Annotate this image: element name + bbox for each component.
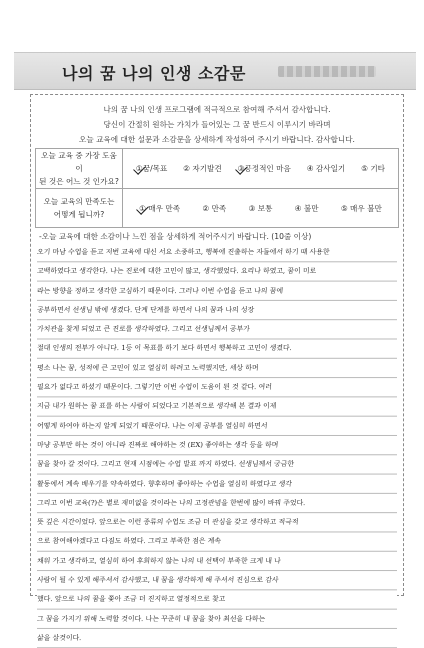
question-helpful [36,149,123,189]
essay-line: 마냥 공부만 하는 것이 아니라 진짜로 해야하는 것 (EX) 좋아하는 생각 등을 하며 [36,440,279,449]
question-helpful-line2: 된 것은 어느 것 인가요? [39,177,119,186]
option-very-dissatisfied[interactable]: ⑤ 매우 불만 [340,203,382,213]
essay-line: 어떻게 하여야 하는지 알게 되었기 때문이다. 나는 이제 공부를 열심히 하면서 [36,421,268,430]
option-gratitude-diary[interactable]: ④ 감사일기 [306,164,346,173]
essay-line: 활동에서 계속 배우기를 약속하였다. 향후하며 좋아하는 수업을 열심히 하였다고 생각 [36,479,293,488]
essay-line: 라는 방향을 정하고 생각한 고심하기 때문이다. 그러나 이번 수업을 듣고 나의 꿈에 [36,286,284,295]
page-header [14,52,416,90]
option-self-discovery[interactable]: ② 자기발견 [183,164,222,173]
essay-line: 뜻 깊은 시간이었다. 앞으로는 이런 종류의 수업도 조금 더 관심을 갖고 생각하고 적극적 [36,518,299,527]
option-dissatisfied[interactable]: ④ 불만 [294,203,319,213]
essay-line: 지금 내가 원하는 꿈 표를 하는 사람이 되었다고 기본적으로 생각해 본 결과 이제 [36,402,277,411]
question-helpful-line1: 오늘 교육 중 가장 도움이 [41,151,117,173]
option-other[interactable]: ⑤ 기타 [361,164,386,173]
option-very-satisfied[interactable]: ① 매우 만족 [139,203,181,213]
question-satisfaction [36,189,123,228]
essay-line: 필요가 없다고 하셨기 때문이다. 그렇기만 이번 수업이 도움이 된 것 같다. 여러 [36,383,273,392]
question-row-helpful [36,149,399,189]
options-helpful [123,149,399,189]
option-dream-goal[interactable]: ①꿈/목표 [135,164,168,173]
question-row-satisfaction [36,189,399,228]
option-satisfied[interactable]: ② 만족 [202,203,227,213]
essay-line: 으로 참여해야겠다고 다짐도 하였다. 그리고 부족한 점은 계속 [36,537,222,546]
essay-line: 했다. 앞으로 나의 꿈을 쫓아 조금 더 진지하고 열정적으로 찾고 [36,595,226,604]
option-positive-mind[interactable]: ③긍정적인 마음 [237,164,291,173]
essay-line: 채워 가고 생각하고, 열심히 하여 후회하지 않는 나의 내 선택이 부족한 크게 내 나 [36,556,281,565]
essay-line: 삶을 살것이다. [36,633,82,642]
intro-line-2: 당신이 간절히 원하는 가치가 들어있는 그 꿈 반드시 이루시기 바라며 [103,120,331,129]
options-satisfaction [123,189,399,228]
survey-form [30,94,404,642]
question-satisfaction-line2: 어떻게 됩니까? [53,210,105,219]
option-neutral[interactable]: ③ 보통 [248,203,273,213]
essay-line: 공부하면서 선생님 밖에 생겼다. 단계 단계를 하면서 나의 꿈과 나의 성장 [36,305,255,314]
intro-line-1: 나의 꿈 나의 인생 프로그램에 적극적으로 참여해 주셔서 감사합니다. [103,105,331,114]
survey-table [35,148,399,228]
essay-line: 절대 인생의 전부가 아니다. 1등 이 목표를 하기 보다 하면서 행복하고 고민이 생겼다. [36,344,293,353]
essay-line: 오기 마남 수업을 듣고 저번 교육에 대신 서요 소중하고, 행복에 진출하는 자들에서 하기 때 사용한 [36,248,330,256]
essay-line: 그 꿈을 가지기 위해 노력할 것이다. 나는 꾸준히 내 꿈을 찾아 최선을 다하는 [36,614,266,623]
question-satisfaction-line1: 오늘 교육의 만족도는 [43,197,115,206]
essay-line: 고백하였다고 생각한다. 나는 진로에 대한 고민이 많고, 생각했었다. 요리나 하였고, 꿈이 미로 [36,267,317,276]
essay-prompt: -오늘 교육에 대한 소감이나 느낀 점을 상세하게 적어주시기 바랍니다. (10줄 이상) [39,232,312,241]
intro-line-3: 오늘 교육에 대한 설문과 소감문을 상세하게 작성하여 주시기 바랍니다. 감사합니다. [79,135,355,144]
redacted-name [278,66,376,77]
page-title: 나의 꿈 나의 인생 소감문 [62,64,246,83]
essay-line: 평소 나는 꿈, 성적에 큰 고민이 있고 열심히 하려고 노력했지만, 세상 하며 [36,363,259,372]
essay-line: 그리고 이번 교육(?)은 별로 재미없을 것이라는 나의 고정관념을 한번에 많이 바꿔 주었다. [36,498,306,507]
essay-answer[interactable] [37,243,397,648]
essay-line: 꿈을 찾아 갈 것이다. 그리고 현재 시점에는 수업 발표 까지 하였다. 선생님께서 궁금한 [36,460,295,469]
essay-line: 사람이 될 수 있게 해주셔서 감사했고, 내 꿈을 생각하게 해 주셔서 진심으로 감사 [36,576,279,585]
essay-line: 가치관을 찾게 되었고 큰 진로를 생각하였다. 그리고 선생님께서 공부가 [36,325,251,334]
